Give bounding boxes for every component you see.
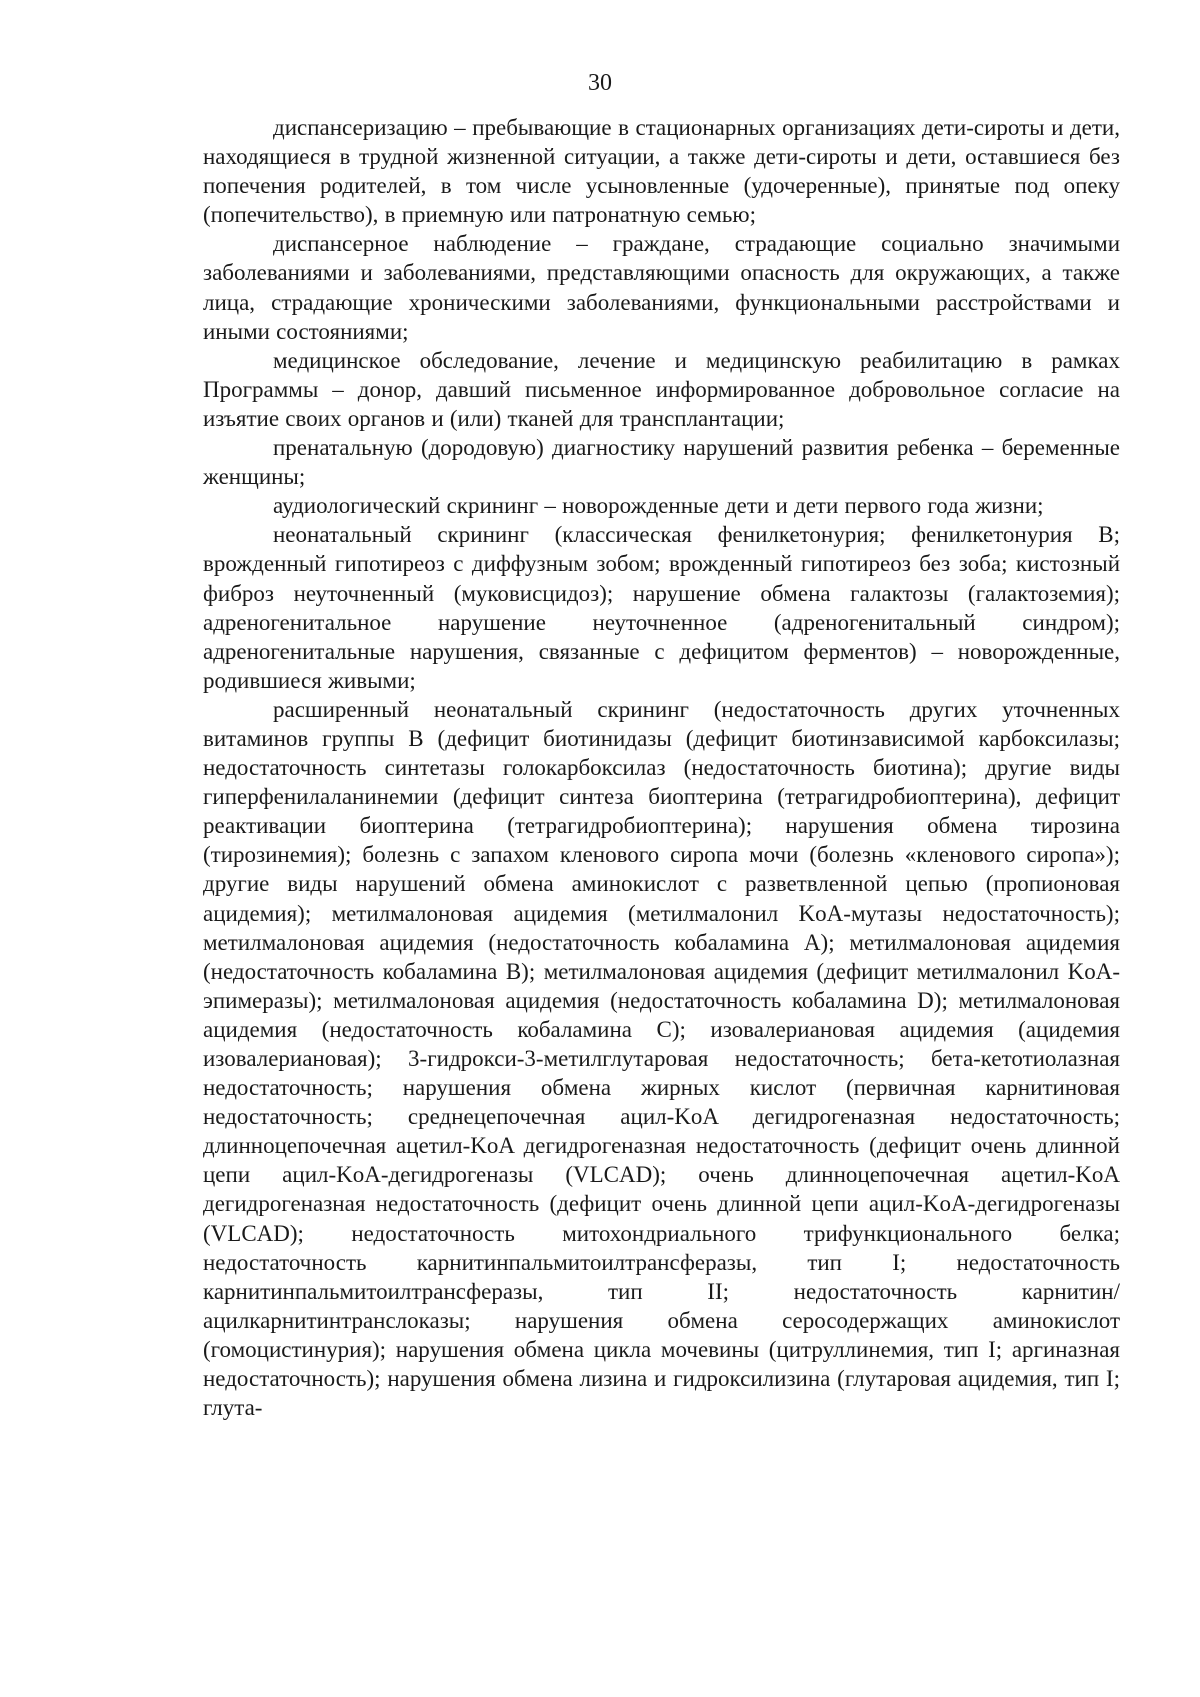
paragraph-dispanserizatsiya: диспансеризацию – пребывающие в стационарных организациях дети-сироты и дети, находящиеся в трудной жизненной ситуации, а также дети-сироты и дети, оставшиеся без попечения родителей, в том числе усыновленные (удочеренные), принятые под опеку (попечительство), в приемную или патронатную семью; (203, 115, 1120, 228)
paragraph-audiological-screening: аудиологический скрининг – новорожденные дети и дети первого года жизни; (273, 493, 1044, 519)
paragraph-extended-neonatal-screening: расширенный неонатальный скрининг (недостаточность других уточненных витаминов группы B (дефицит биотинидазы (дефицит биотинзависимой карбоксилазы; недостаточность синтетазы голокарбоксилаз (недостаточность биотина); другие виды гиперфенилаланинемии (дефицит синтеза биоптерина (тетрагидробиоптерина), дефицит реактивации биоптерина (тетрагидробиоптерина); нарушения обмена тирозина (тирозинемия); болезнь с запахом кленового сиропа мочи (болезнь «кленового сиропа»); другие виды нарушений обмена аминокислот с разветвленной цепью (пропионовая ацидемия); метилмалоновая ацидемия (метилмалонил KoA-мутазы недостаточность); метилмалоновая ацидемия (недостаточность кобаламина A); метилмалоновая ацидемия (недостаточность кобаламина B); метилмалоновая ацидемия (дефицит метилмалонил KoA-эпимеразы); метилмалоновая ацидемия (недостаточность кобаламина D); метилмалоновая ацидемия (недостаточность кобаламина C); изовалериановая ацидемия (ацидемия изовалериановая); 3-гидрокси-3-метилглутаровая недостаточность; бета-кетотиолазная недостаточность; нарушения обмена жирных кислот (первичная карнитиновая недостаточность; среднецепочечная ацил-KoA дегидрогеназная недостаточность; длинноцепочечная ацетил-KoA дегидрогеназная недостаточность (дефицит очень длинной цепи ацил-KoA-дегидрогеназы (VLCAD); очень длинноцепочечная ацетил-KoA дегидрогеназная недостаточность (дефицит очень длинной цепи ацил-KoA-дегидрогеназы (VLCAD); недостаточность митохондриального трифункционального белка; недостаточность карнитинпальмитоилтрансферазы, тип I; недостаточность карнитинпальмитоилтрансферазы, тип II; недостаточность карнитин/ацилкарнитинтранслоказы; нарушения обмена серосодержащих аминокислот (гомоцистинурия); нарушения обмена цикла мочевины (цитруллинемия, тип I; аргиназная недостаточность); нарушения обмена лизина и гидроксилизина (глутаровая ацидемия, тип I; глута- (203, 696, 1120, 1421)
document-text-body (203, 113, 1120, 1422)
paragraph-dispansernoe-nablyudenie: диспансерное наблюдение – граждане, страдающие социально значимыми заболеваниями и заболеваниями, представляющими опасность для окружающих, а также лица, страдающие хроническими заболеваниями, функциональными расстройствами и иными состояниями; (203, 231, 1120, 344)
paragraph-prenatal-diagnostics: пренатальную (дородовую) диагностику нарушений развития ребенка – беременные женщины; (203, 435, 1120, 490)
paragraph-medical-examination-donor: медицинское обследование, лечение и медицинскую реабилитацию в рамках Программы – донор, давший письменное информированное добровольное согласие на изъятие своих органов и (или) тканей для трансплантации; (203, 347, 1120, 431)
paragraph-neonatal-screening: неонатальный скрининг (классическая фенилкетонурия; фенилкетонурия B; врожденный гипотиреоз с диффузным зобом; врожденный гипотиреоз без зоба; кистозный фиброз неуточненный (муковисцидоз); нарушение обмена галактозы (галактоземия); адреногенитальное нарушение неуточненное (адреногенитальный синдром); адреногенитальные нарушения, связанные с дефицитом ферментов) – новорожденные, родившиеся живыми; (203, 522, 1120, 693)
page-number: 30 (588, 70, 612, 96)
